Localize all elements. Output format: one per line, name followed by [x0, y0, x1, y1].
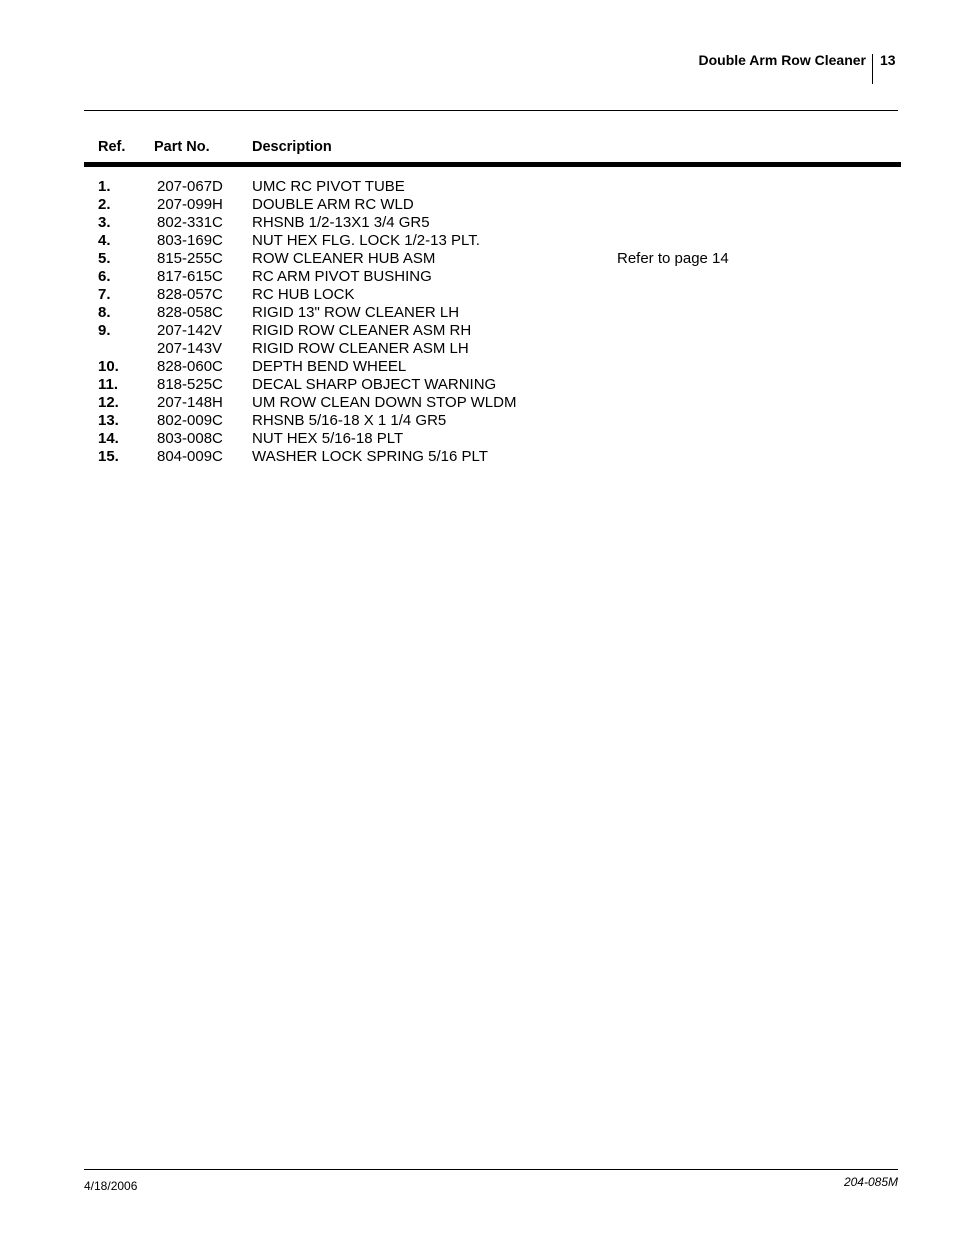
part-number-cell: 207-143V — [157, 340, 223, 357]
ref-cell: 6. — [98, 268, 111, 285]
part-number-cell: 818-525C — [157, 376, 223, 393]
part-number-cell: 207-067D — [157, 178, 223, 195]
ref-cell: 11. — [98, 376, 119, 393]
ref-cell: 12. — [98, 394, 119, 411]
description-cell: ROW CLEANER HUB ASM — [252, 250, 436, 267]
ref-cell: 4. — [98, 232, 111, 249]
table-row — [0, 214, 954, 232]
description-cell: RIGID 13" ROW CLEANER LH — [252, 304, 460, 321]
footer-date: 4/18/2006 — [84, 1179, 138, 1193]
ref-cell: 14. — [98, 430, 119, 447]
part-number-cell: 828-058C — [157, 304, 223, 321]
part-number-cell: 803-008C — [157, 430, 223, 447]
table-row — [0, 358, 954, 376]
description-cell: RIGID ROW CLEANER ASM LH — [252, 340, 469, 357]
page-title: Double Arm Row Cleaner — [698, 52, 866, 68]
column-header-description: Description — [252, 139, 332, 155]
description-cell: RHSNB 1/2-13X1 3/4 GR5 — [252, 214, 430, 231]
ref-cell: 5. — [98, 250, 111, 267]
column-header-part-no: Part No. — [154, 139, 210, 155]
ref-cell: 9. — [98, 322, 111, 339]
footer-doc-number: 204-085M — [843, 1175, 898, 1189]
part-number-cell: 828-057C — [157, 286, 223, 303]
description-cell: NUT HEX 5/16-18 PLT — [252, 430, 404, 447]
table-row — [0, 268, 954, 286]
table-row — [0, 196, 954, 214]
ref-cell: 15. — [98, 448, 119, 465]
table-row — [0, 412, 954, 430]
part-number-cell: 207-148H — [157, 394, 223, 411]
top-rule — [84, 110, 898, 111]
description-cell: RIGID ROW CLEANER ASM RH — [252, 322, 472, 339]
description-cell: UMC RC PIVOT TUBE — [252, 178, 405, 195]
table-row — [0, 394, 954, 412]
part-number-cell: 802-009C — [157, 412, 223, 429]
ref-cell: 10. — [98, 358, 119, 375]
description-cell: WASHER LOCK SPRING 5/16 PLT — [252, 448, 488, 465]
ref-cell: 8. — [98, 304, 111, 321]
ref-cell: 2. — [98, 196, 111, 213]
part-number-cell: 802-331C — [157, 214, 223, 231]
parts-list — [0, 178, 954, 466]
part-number-cell: 804-009C — [157, 448, 223, 465]
description-cell: DECAL SHARP OBJECT WARNING — [252, 376, 497, 393]
ref-cell: 13. — [98, 412, 119, 429]
table-row — [0, 340, 954, 358]
header-divider — [872, 54, 873, 84]
description-cell: DEPTH BEND WHEEL — [252, 358, 407, 375]
part-number-cell: 817-615C — [157, 268, 223, 285]
table-row — [0, 232, 954, 250]
part-number-cell: 207-099H — [157, 196, 223, 213]
table-row — [0, 376, 954, 394]
table-row — [0, 430, 954, 448]
description-cell: RHSNB 5/16-18 X 1 1/4 GR5 — [252, 412, 447, 429]
description-cell: RC ARM PIVOT BUSHING — [252, 268, 432, 285]
table-row — [0, 250, 954, 268]
table-row — [0, 448, 954, 466]
ref-cell: 3. — [98, 214, 111, 231]
header-rule — [84, 162, 901, 167]
table-row — [0, 304, 954, 322]
part-number-cell: 207-142V — [157, 322, 223, 339]
page-number: 13 — [880, 52, 896, 68]
part-number-cell: 828-060C — [157, 358, 223, 375]
part-number-cell: 815-255C — [157, 250, 223, 267]
footer-rule — [84, 1169, 898, 1170]
table-row — [0, 286, 954, 304]
description-cell: NUT HEX FLG. LOCK 1/2-13 PLT. — [252, 232, 480, 249]
table-row — [0, 322, 954, 340]
table-row — [0, 178, 954, 196]
ref-cell: 7. — [98, 286, 111, 303]
column-header-ref: Ref. — [98, 139, 126, 155]
description-cell: DOUBLE ARM RC WLD — [252, 196, 414, 213]
description-cell: UM ROW CLEAN DOWN STOP WLDM — [252, 394, 517, 411]
part-number-cell: 803-169C — [157, 232, 223, 249]
ref-cell: 1. — [98, 178, 111, 195]
description-cell: RC HUB LOCK — [252, 286, 355, 303]
note-cell: Refer to page 14 — [617, 250, 729, 267]
